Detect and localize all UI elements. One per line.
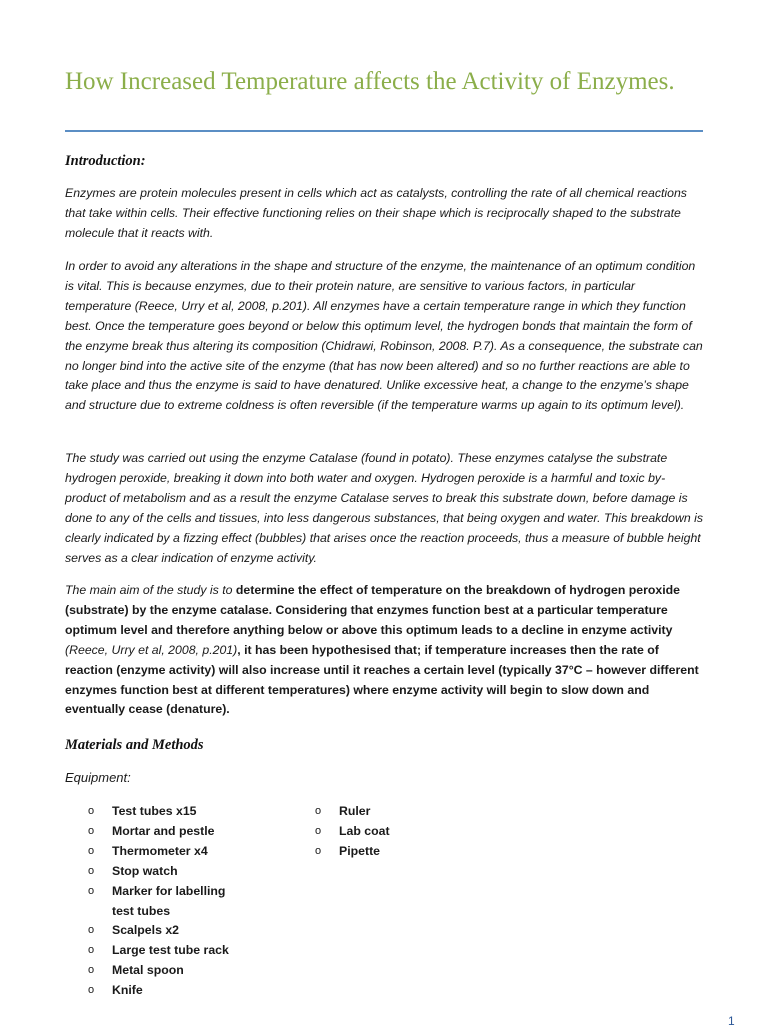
list-item [315, 822, 465, 842]
aim-lead-in: The main aim of the study is to [65, 583, 236, 597]
list-item-label: Scalpels x2 [112, 923, 179, 938]
aim-statement: determine the effect of temperature on the breakdown of hydrogen peroxide (substrate) by the enzyme catalase. Considering that enzymes function best at a particular temperature optimum level and therefore anything below or above this optimum leads to a decline in enzyme activity [65, 583, 680, 637]
list-item [315, 842, 465, 862]
list-item-label: Pipette [339, 843, 380, 858]
list-item-label: Mortar and pestle [112, 823, 215, 838]
list-item [88, 822, 248, 842]
list-item-label: Thermometer x4 [112, 843, 208, 858]
materials-methods-heading: Materials and Methods [65, 737, 204, 753]
equipment-label: Equipment [65, 770, 128, 785]
intro-paragraph-3: The study was carried out using the enzyme Catalase (found in potato). These enzymes catalyse the substrate hydrogen peroxide, breaking it down into both water and oxygen. Hydrogen peroxide is a harmful and toxic by-product of metabolism and as a result the enzyme Catalase serves to break this substrate down, before damage is done to any of the cells and tissues, into less dangerous substances, that being oxygen and water. This breakdown is clearly indicated by a fizzing effect (bubbles) that arises once the reaction proceeds, thus a measure of bubble height serves as a clear indication of enzyme activity. [65, 451, 704, 565]
equipment-list-left [88, 802, 248, 1001]
bullet-icon: o [88, 944, 95, 957]
equipment-colon: : [127, 770, 131, 785]
list-item [88, 981, 248, 1001]
list-item-label: Lab coat [339, 823, 390, 838]
list-item-label: Knife [112, 983, 143, 998]
list-item-label: Metal spoon [112, 963, 184, 978]
list-item [88, 882, 248, 922]
page-number: 1 [728, 1014, 735, 1028]
list-item-label: Ruler [339, 804, 371, 818]
document-title: How Increased Temperature affects the Activity of Enzymes. [65, 68, 675, 95]
bullet-icon: o [88, 984, 95, 997]
intro-paragraph-1: Enzymes are protein molecules present in cells which act as catalysts, controlling the rate of all chemical reactions that take within cells. Their effective functioning relies on their shape which is reciprocally shaped to the substrate molecule that it reacts with. [65, 186, 687, 240]
list-item-label: Large test tube rack [112, 943, 229, 958]
list-item-label: Stop watch [112, 863, 178, 878]
bullet-icon: o [88, 884, 95, 897]
bullet-icon: o [88, 924, 95, 937]
bullet-icon: o [315, 824, 322, 837]
bullet-icon: o [88, 964, 95, 977]
list-item [88, 802, 248, 822]
intro-paragraph-2: In order to avoid any alterations in the shape and structure of the enzyme, the maintenance of an optimum condition is vital. This is because enzymes, due to their protein nature, are sensitive to various factors, in particular temperature (Reece, Urry et al, 2008, p.201). All enzymes have a certain temperature range in which they function best. Once the temperature goes beyond or below this optimum level, the hydrogen bonds that maintain the form of the enzyme break thus altering its composition (Chidrawi, Robinson, 2008. P.7). As a consequence, the substrate can no longer bind into the active site of the enzyme (that has now been altered) and so no further reactions are able to take place and thus the enzyme is said to have denatured. Unlike excessive heat, a change to the enzyme’s shape and structure due to extreme coldness is often reversible (if the temperature warms up again to its optimum level). [65, 259, 703, 413]
bullet-icon: o [88, 824, 95, 837]
list-item [88, 842, 248, 862]
introduction-heading: Introduction: [65, 153, 146, 169]
list-item [88, 961, 248, 981]
title-underline [65, 130, 703, 132]
intro-paragraph-4 [65, 581, 703, 720]
aim-citation: (Reece, Urry et al, 2008, p.201) [65, 642, 238, 657]
hypothesis-statement: , it has been hypothesised that; if temperature increases then the rate of reaction (enzyme activity) will also increase until it reaches a certain level (typically 37°C – however different enzymes function best at different temperatures) where enzyme activity will begin to slow down and eventually cease (denature). [65, 642, 699, 717]
list-item [88, 862, 248, 882]
bullet-icon: o [88, 844, 95, 857]
list-item [315, 802, 465, 822]
list-item-label: Marker for labelling test tubes [112, 883, 226, 918]
list-item-label: Test tubes x15 [112, 804, 197, 818]
equipment-list-right [315, 802, 465, 862]
equipment-subheading [65, 768, 131, 788]
bullet-icon: o [315, 805, 322, 817]
bullet-icon: o [88, 864, 95, 877]
list-item [88, 921, 248, 941]
bullet-icon: o [315, 844, 322, 857]
bullet-icon: o [88, 805, 95, 817]
list-item [88, 941, 248, 961]
